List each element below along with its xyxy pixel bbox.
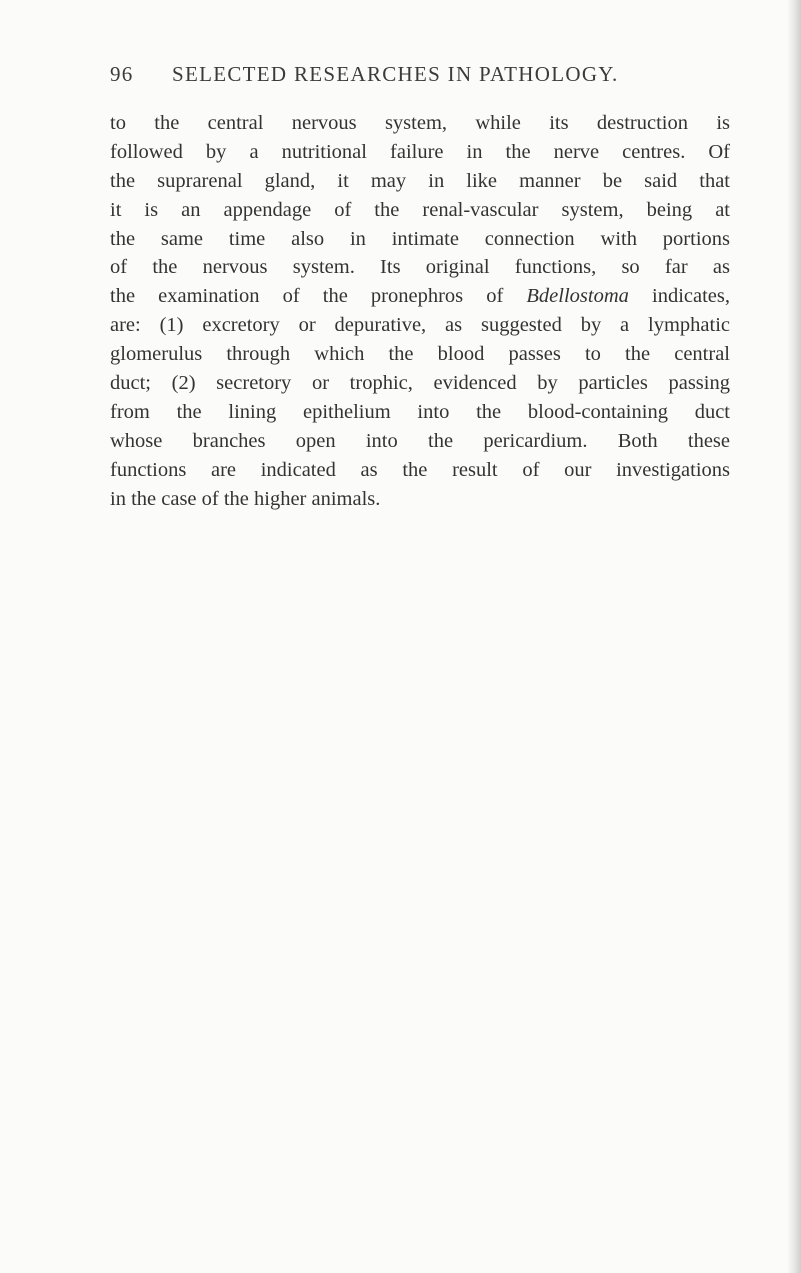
page-edge-shadow xyxy=(787,0,801,1273)
text-line-tail: indicates, xyxy=(652,285,731,308)
text-line-head: the examination of the pronephros of xyxy=(110,285,504,308)
text-line: from the lining epithelium into the blood-containing duct xyxy=(110,400,730,423)
text-line-with-genus xyxy=(110,282,730,311)
running-header xyxy=(110,62,710,87)
text-line: to the central nervous system, while its destruction is xyxy=(110,112,730,134)
page-number: 96 xyxy=(110,62,134,86)
text-line: whose branches open into the pericardium. Both these xyxy=(110,429,730,452)
text-line: in the case of the higher animals. xyxy=(110,487,381,510)
text-line: are: (1) excretory or depurative, as suggested by a lymphatic xyxy=(110,314,730,337)
text-line: of the nervous system. Its original functions, so far as xyxy=(110,256,730,279)
text-line: the same time also in intimate connection with portions xyxy=(110,227,730,250)
text-line: followed by a nutritional failure in the nerve centres. Of xyxy=(110,140,730,163)
text-line: duct; (2) secretory or trophic, evidenced by particles passing xyxy=(110,372,730,395)
running-title: SELECTED RESEARCHES IN PATHOLOGY. xyxy=(172,62,619,86)
text-line: it is an appendage of the renal-vascular system, being at xyxy=(110,198,730,221)
text-line: glomerulus through which the blood passes to the central xyxy=(110,343,730,366)
genus-name: Bdellostoma xyxy=(526,285,629,308)
text-line: the suprarenal gland, it may in like manner be said that xyxy=(110,169,730,192)
text-line: functions are indicated as the result of our investigations xyxy=(110,458,730,481)
body-text xyxy=(110,109,730,513)
